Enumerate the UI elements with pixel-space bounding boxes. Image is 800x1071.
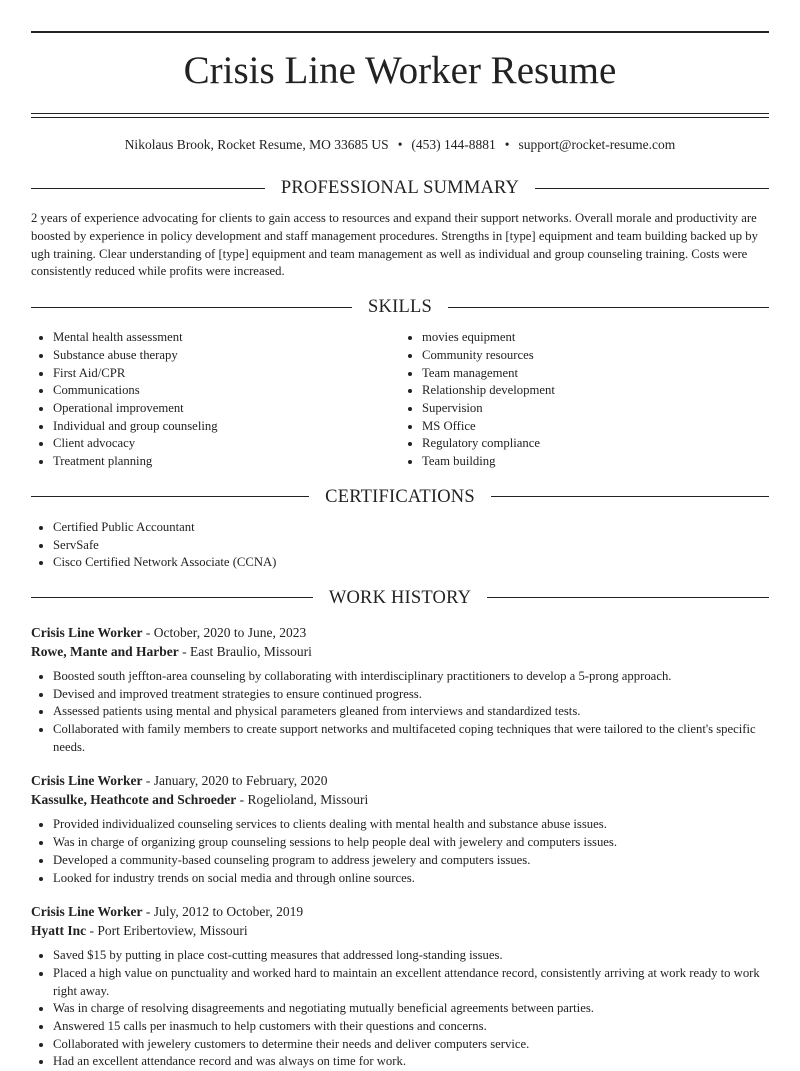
heading-rule-right bbox=[448, 307, 769, 308]
skill-item: • Supervision bbox=[422, 400, 769, 418]
job-duties-list bbox=[31, 947, 769, 1071]
certifications-heading-label: CERTIFICATIONS bbox=[325, 486, 475, 507]
job-duty-item: • Had an excellent attendance record and was always on time for work. bbox=[53, 1053, 769, 1071]
skill-item: • Substance abuse therapy bbox=[53, 347, 400, 365]
skill-item: • Treatment planning bbox=[53, 453, 400, 471]
certification-item: • Certified Public Accountant bbox=[53, 519, 769, 537]
work-history bbox=[31, 623, 769, 1071]
summary-heading bbox=[31, 176, 769, 200]
skill-item: • Team management bbox=[422, 365, 769, 383]
heading-rule-right bbox=[487, 597, 769, 598]
company-location: - Port Eribertoview, Missouri bbox=[86, 923, 248, 939]
contact-phone: (453) 144-8881 bbox=[411, 137, 496, 152]
skill-item: • MS Office bbox=[422, 418, 769, 436]
job-duty-item: • Collaborated with family members to create support networks and multifaceted coping techniques that were tailored to the client's specific needs. bbox=[53, 721, 769, 756]
job-duty-item: • Collaborated with jewelery customers to determine their needs and deliver computers service. bbox=[53, 1036, 769, 1054]
job-dates: - July, 2012 to October, 2019 bbox=[142, 904, 304, 920]
job-duty-item: • Assessed patients using mental and physical parameters gleaned from interviews and standardized tests. bbox=[53, 703, 769, 721]
company-line bbox=[31, 642, 769, 661]
heading-rule-left bbox=[31, 496, 309, 497]
company-line bbox=[31, 921, 769, 940]
skill-item: • Relationship development bbox=[422, 382, 769, 400]
work-heading-label: WORK HISTORY bbox=[328, 587, 472, 608]
job-duty-item: • Boosted south jeffton-area counseling by collaborating with interdisciplinary practitioners to develop a 5-prong approach. bbox=[53, 668, 769, 686]
job-title-line bbox=[31, 771, 769, 790]
job-duties-list bbox=[31, 816, 769, 887]
job-title-line bbox=[31, 623, 769, 642]
skills-list-right bbox=[400, 329, 769, 471]
skills-heading bbox=[31, 295, 769, 319]
job-duty-item: • Provided individualized counseling services to clients dealing with mental health and substance abuse issues. bbox=[53, 816, 769, 834]
company-name: Hyatt Inc bbox=[31, 923, 87, 939]
job-duty-item: • Answered 15 calls per inasmuch to help customers with their questions and concerns. bbox=[53, 1018, 769, 1036]
certification-item: • Cisco Certified Network Associate (CCNA) bbox=[53, 554, 769, 572]
skill-item: • Individual and group counseling bbox=[53, 418, 400, 436]
resume-page bbox=[31, 31, 769, 1071]
heading-rule-right bbox=[491, 496, 769, 497]
company-location: - Rogelioland, Missouri bbox=[236, 792, 369, 808]
company-name: Rowe, Mante and Harber bbox=[31, 643, 179, 659]
skill-item: • Mental health assessment bbox=[53, 329, 400, 347]
skill-item: • Client advocacy bbox=[53, 435, 400, 453]
skill-item: • Team building bbox=[422, 453, 769, 471]
company-line bbox=[31, 790, 769, 809]
job-title: Crisis Line Worker bbox=[31, 904, 143, 920]
heading-rule-left bbox=[31, 597, 313, 598]
job-entry bbox=[31, 771, 769, 887]
job-duty-item: • Was in charge of organizing group counseling sessions to help people deal with jewelery and computers issues. bbox=[53, 834, 769, 852]
certifications-list bbox=[31, 519, 769, 572]
skill-item: • First Aid/CPR bbox=[53, 365, 400, 383]
job-duty-item: • Was in charge of resolving disagreements and negotiating mutually beneficial agreements between parties. bbox=[53, 1000, 769, 1018]
skill-item: • Communications bbox=[53, 382, 400, 400]
skill-item: • Community resources bbox=[422, 347, 769, 365]
contact-line bbox=[31, 136, 769, 154]
skills-heading-label: SKILLS bbox=[368, 297, 432, 318]
job-title-line bbox=[31, 902, 769, 921]
skill-item: • Regulatory compliance bbox=[422, 435, 769, 453]
job-duty-item: • Devised and improved treatment strategies to ensure continued progress. bbox=[53, 686, 769, 704]
skill-item: • Operational improvement bbox=[53, 400, 400, 418]
contact-separator: • bbox=[397, 137, 403, 152]
certifications-heading bbox=[31, 485, 769, 509]
title-double-rule bbox=[31, 113, 769, 118]
work-heading bbox=[31, 586, 769, 610]
page-title: Crisis Line Worker Resume bbox=[183, 49, 617, 92]
job-duties-list bbox=[31, 668, 769, 757]
company-name: Kassulke, Heathcote and Schroeder bbox=[31, 792, 237, 808]
job-duty-item: • Looked for industry trends on social media and through online sources. bbox=[53, 870, 769, 888]
job-dates: - October, 2020 to June, 2023 bbox=[142, 624, 307, 640]
contact-name-address: Nikolaus Brook, Rocket Resume, MO 33685 US bbox=[124, 137, 389, 152]
heading-rule-right bbox=[535, 188, 769, 189]
contact-email[interactable]: support@rocket-resume.com bbox=[518, 137, 676, 152]
summary-text: 2 years of experience advocating for clients to gain access to resources and expand their support networks. Overall morale and productivity are boosted by experience in policy development and staff management procedures. Strengths in [type] equipment and team building backed up by ugh training. Clear understanding of [type] equipment and team management as well as individual and group counseling training. Costs were consistently reduced while profits were increased. bbox=[31, 211, 758, 279]
skill-item: • movies equipment bbox=[422, 329, 769, 347]
job-duty-item: • Saved $15 by putting in place cost-cutting measures that addressed long-standing issues. bbox=[53, 947, 769, 965]
skills-columns bbox=[31, 329, 769, 471]
job-duty-item: • Developed a community-based counseling program to address jewelery and computers issues. bbox=[53, 852, 769, 870]
job-entry bbox=[31, 623, 769, 757]
job-title: Crisis Line Worker bbox=[31, 773, 143, 789]
job-dates: - January, 2020 to February, 2020 bbox=[142, 773, 328, 789]
summary-heading-label: PROFESSIONAL SUMMARY bbox=[280, 178, 520, 198]
contact-separator: • bbox=[504, 137, 510, 152]
skills-list-left bbox=[31, 329, 400, 471]
job-entry bbox=[31, 902, 769, 1071]
certification-item: • ServSafe bbox=[53, 537, 769, 555]
job-title: Crisis Line Worker bbox=[31, 624, 143, 640]
company-location: - East Braulio, Missouri bbox=[178, 643, 312, 659]
top-rule bbox=[31, 31, 769, 33]
job-duty-item: • Placed a high value on punctuality and worked hard to maintain an excellent attendance record, consistently arriving at work ready to work right away. bbox=[53, 965, 769, 1000]
heading-rule-left bbox=[31, 307, 352, 308]
heading-rule-left bbox=[31, 188, 265, 189]
